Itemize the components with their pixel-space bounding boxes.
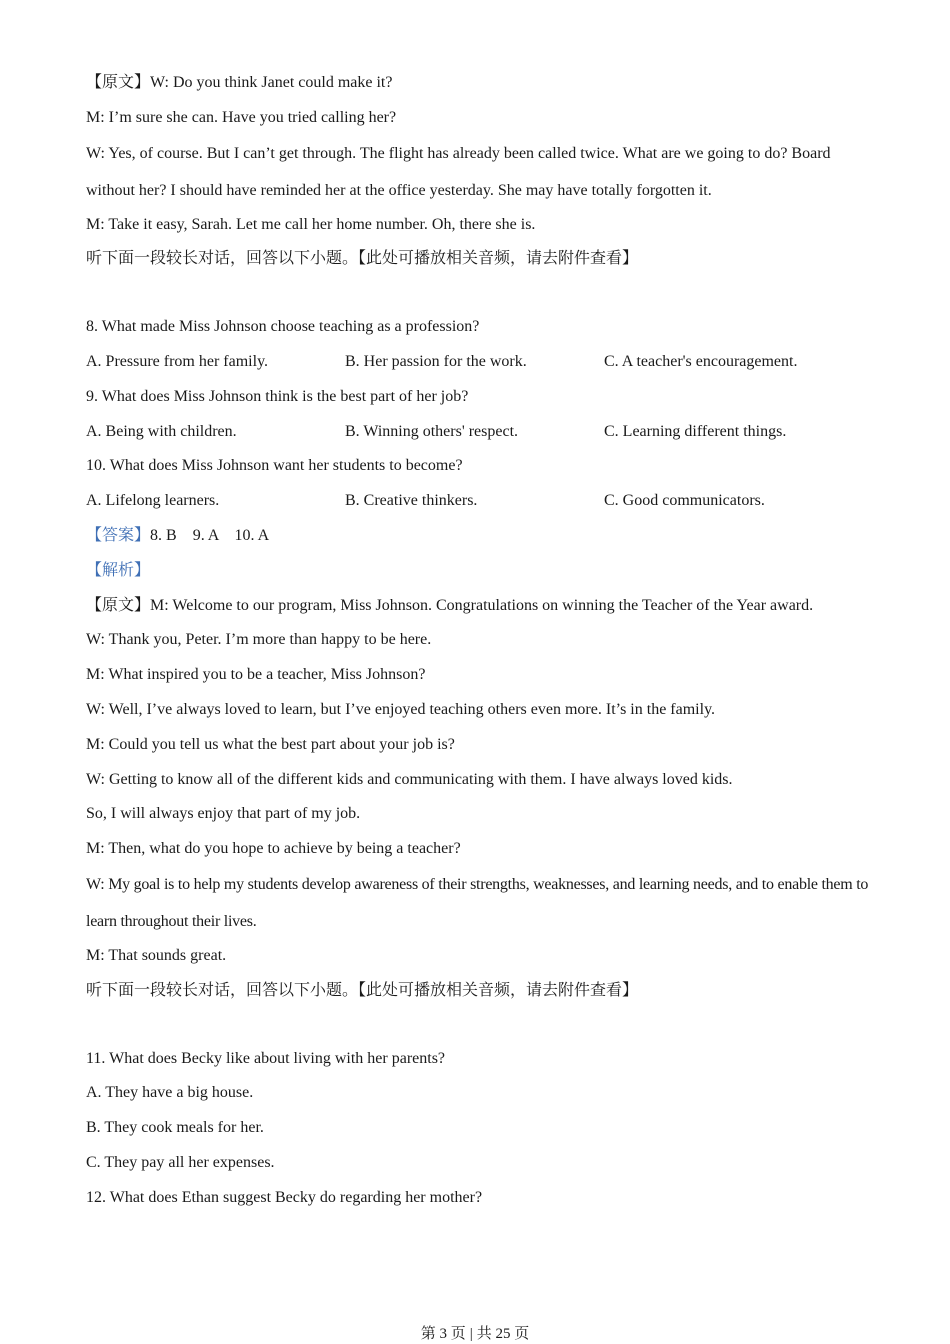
transcript-line: 【原文】M: Welcome to our program, Miss Johnson. Congratulations on winning the Teacher of the Year award. — [86, 596, 814, 614]
option-b: B. Her passion for the work. — [345, 352, 527, 370]
question-8: 8. What made Miss Johnson choose teaching as a profession? — [86, 318, 480, 336]
option-b: B. They cook meals for her. — [86, 1119, 264, 1137]
option-b: B. Creative thinkers. — [345, 492, 478, 510]
footer-separator: | — [469, 1326, 473, 1342]
option-c: C. Good communicators. — [604, 492, 765, 510]
question-11: 11. What does Becky like about living with her parents? — [86, 1049, 446, 1067]
option-a: A. Being with children. — [86, 422, 237, 440]
option-a: A. Pressure from her family. — [86, 352, 269, 370]
answer-text: 8. B 9. A 10. A — [150, 526, 270, 544]
option-c: C. They pay all her expenses. — [86, 1153, 275, 1171]
page-total: 共 25 页 — [476, 1326, 530, 1342]
transcript-line: M: Then, what do you hope to achieve by being a teacher? — [86, 840, 461, 858]
spacer — [86, 1015, 876, 1048]
page-number: 第 3 页 — [420, 1326, 466, 1342]
analysis-label: 【解析】 — [86, 561, 151, 579]
question-10: 10. What does Miss Johnson want her students to become? — [86, 457, 463, 475]
transcript-line: M: Take it easy, Sarah. Let me call her home number. Oh, there she is. — [86, 215, 536, 233]
document-page — [86, 72, 876, 1222]
option-b: B. Winning others' respect. — [345, 422, 519, 440]
option-a: A. They have a big house. — [86, 1084, 254, 1102]
transcript-label: 【原文】 — [86, 596, 151, 614]
options-row-9 — [86, 421, 876, 443]
listening-instruction: 听下面一段较长对话，回答以下小题。【此处可播放相关音频，请去附件查看】 — [86, 250, 639, 268]
transcript-line: 【原文】W: Do you think Janet could make it? — [86, 74, 393, 91]
answer-label: 【答案】 — [86, 526, 151, 544]
transcript-line: W: Well, I’ve always loved to learn, but I’ve enjoyed teaching others even more. It’s in the family. — [86, 700, 716, 718]
transcript-line: So, I will always enjoy that part of my job. — [86, 805, 361, 823]
options-row-8 — [86, 351, 876, 373]
transcript-line: M: That sounds great. — [86, 946, 227, 964]
listening-instruction: 听下面一段较长对话，回答以下小题。【此处可播放相关音频，请去附件查看】 — [86, 981, 639, 999]
transcript-line: M: What inspired you to be a teacher, Miss Johnson? — [86, 666, 426, 684]
transcript-line: W: Yes, of course. But I can’t get through. The flight has already been called twice. What are we going to do? Board without her? I should have reminded her at the office yesterday. She may have totally forgotten it. — [86, 144, 831, 199]
option-a: A. Lifelong learners. — [86, 492, 220, 510]
option-c: C. Learning different things. — [604, 422, 787, 440]
page-footer — [0, 1324, 950, 1344]
question-12: 12. What does Ethan suggest Becky do regarding her mother? — [86, 1188, 483, 1206]
options-row-10 — [86, 490, 876, 512]
transcript-label: 【原文】 — [86, 74, 151, 91]
transcript-line: M: Could you tell us what the best part about your job is? — [86, 735, 455, 753]
transcript-line: W: Getting to know all of the different kids and communicating with them. I have always loved kids. — [86, 770, 733, 788]
transcript-line: M: I’m sure she can. Have you tried calling her? — [86, 108, 397, 126]
question-9: 9. What does Miss Johnson think is the best part of her job? — [86, 387, 469, 405]
option-c: C. A teacher's encouragement. — [604, 352, 798, 370]
transcript-line: W: Thank you, Peter. I’m more than happy to be here. — [86, 631, 432, 649]
answer-line — [86, 525, 876, 547]
spacer — [86, 283, 876, 316]
transcript-line: W: My goal is to help my students develop awareness of their strengths, weaknesses, and learning needs, and to enable them to learn throughout their lives. — [86, 875, 869, 930]
